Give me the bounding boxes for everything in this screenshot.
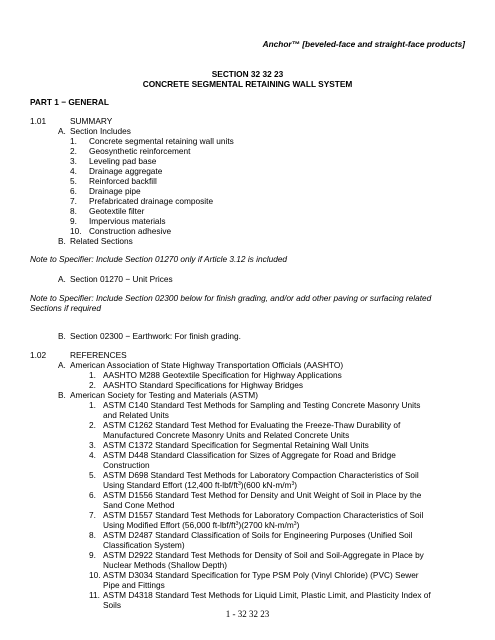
list-item-number: 2. [89, 380, 96, 390]
list-item: Drainage pipe [89, 186, 141, 196]
list-item-number: 7. [70, 196, 77, 206]
paragraph-title: Section Includes [70, 126, 131, 136]
reference-item: ASTM D698 Standard Test Methods for Laboratory Compaction Characteristics of Soil Using Standard Effort (12,400 $ft-lbf/ft^3)(600$ $kN-m/m^3$) [103, 470, 419, 490]
list-item-number: 6. [70, 186, 77, 196]
list-item: Geotextile filter [89, 206, 145, 216]
list-item: Prefabricated drainage composite [89, 196, 214, 206]
related-section: Section 01270 − Unit Prices [70, 274, 173, 284]
reference-item: AASHTO M288 Geotextile Specification for Highway Applications [103, 370, 342, 380]
paragraph-letter: B. [58, 331, 66, 341]
paragraph-letter: B. [58, 390, 66, 400]
list-item-number: 8. [89, 530, 96, 540]
related-section: Section 02300 − Earthwork: For finish grading. [70, 331, 241, 341]
reference-item: AASHTO Standard Specifications for Highway Bridges [103, 380, 303, 390]
list-item: Construction adhesive [89, 226, 172, 236]
part-title: PART 1 − GENERAL [30, 97, 109, 107]
reference-item: ASTM D4318 Standard Test Methods for Liquid Limit, Plastic Limit, and Plasticity Index of Soils [103, 590, 431, 610]
specifier-note: Note to Specifier: Include Section 01270 only if Article 3.12 is included [30, 254, 288, 264]
list-item-number: 2. [89, 420, 96, 430]
list-item-number: 1. [70, 136, 77, 146]
list-item: Drainage aggregate [89, 166, 163, 176]
section-number: SECTION 32 32 23 [211, 69, 284, 79]
list-item-number: 3. [70, 156, 77, 166]
paragraph-title: Related Sections [70, 236, 133, 246]
section-title: CONCRETE SEGMENTAL RETAINING WALL SYSTEM [142, 79, 353, 89]
list-item-number: 4. [89, 450, 96, 460]
list-item: Reinforced backfill [89, 176, 157, 186]
paragraph-title: American Society for Testing and Materials (ASTM) [70, 390, 258, 400]
reference-item: ASTM C140 Standard Test Methods for Sampling and Testing Concrete Masonry Units and Related Units [103, 400, 421, 420]
reference-item: ASTM C1262 Standard Test Method for Evaluating the Freeze-Thaw Durability of Manufactured Concrete Masonry Units and Related Concrete Units [103, 420, 401, 440]
reference-item: ASTM C1372 Standard Specification for Segmental Retaining Wall Units [103, 440, 369, 450]
reference-item: ASTM D1557 Standard Test Methods for Laboratory Compaction Characteristics of Soil Using Modified Effort (56,000 $ft-lbf/ft^3)(2700$ $kN-m/m^3$) [103, 510, 424, 530]
paragraph-letter: B. [58, 236, 66, 246]
page-footer: 1 - 32 32 23 [225, 609, 270, 619]
reference-item: ASTM D2487 Standard Classification of Soils for Engineering Purposes (Unified Soil Classification System) [103, 530, 413, 550]
list-item: Impervious materials [89, 216, 166, 226]
list-item: Geosynthetic reinforcement [89, 146, 191, 156]
list-item-number: 1. [89, 400, 96, 410]
reference-item: ASTM D448 Standard Classification for Sizes of Aggregate for Road and Bridge Construction [103, 450, 396, 470]
article-title: REFERENCES [70, 350, 127, 360]
list-item-number: 1. [89, 370, 96, 380]
paragraph-title: American Association of State Highway Transportation Officials (AASHTO) [70, 360, 344, 370]
list-item-number: 9. [89, 550, 96, 560]
reference-item: ASTM D1556 Standard Test Method for Density and Unit Weight of Soil in Place by the Sand Cone Method [103, 490, 422, 510]
list-item-number: 10. [70, 226, 82, 236]
list-item-number: 3. [89, 440, 96, 450]
running-header: Anchor™ [beveled-face and straight-face products] [262, 39, 465, 49]
paragraph-letter: A. [58, 360, 66, 370]
paragraph-letter: A. [58, 126, 66, 136]
article-number: 1.01 [30, 116, 47, 126]
reference-item: ASTM D3034 Standard Specification for Type PSM Poly (Vinyl Chloride) (PVC) Sewer Pipe and Fittings [103, 570, 419, 590]
list-item-number: 11. [89, 590, 100, 600]
list-item-number: 4. [70, 166, 77, 176]
list-item: Concrete segmental retaining wall units [89, 136, 234, 146]
paragraph-letter: A. [58, 274, 66, 284]
list-item-number: 6. [89, 490, 96, 500]
list-item-number: 9. [70, 216, 77, 226]
list-item-number: 2. [70, 146, 77, 156]
list-item-number: 5. [70, 176, 77, 186]
article-number: 1.02 [30, 350, 47, 360]
reference-item: ASTM D2922 Standard Test Methods for Density of Soil and Soil-Aggregate in Place by Nuclear Methods (Shallow Depth) [103, 550, 424, 570]
specifier-note: Note to Specifier: Include Section 02300 below for finish grading, and/or add other paving or surfacing related Sections if required [30, 293, 432, 313]
list-item-number: 10. [89, 570, 101, 580]
list-item-number: 5. [89, 470, 96, 480]
list-item: Leveling pad base [89, 156, 157, 166]
article-title: SUMMARY [70, 116, 113, 126]
list-item-number: 7. [89, 510, 96, 520]
list-item-number: 8. [70, 206, 77, 216]
